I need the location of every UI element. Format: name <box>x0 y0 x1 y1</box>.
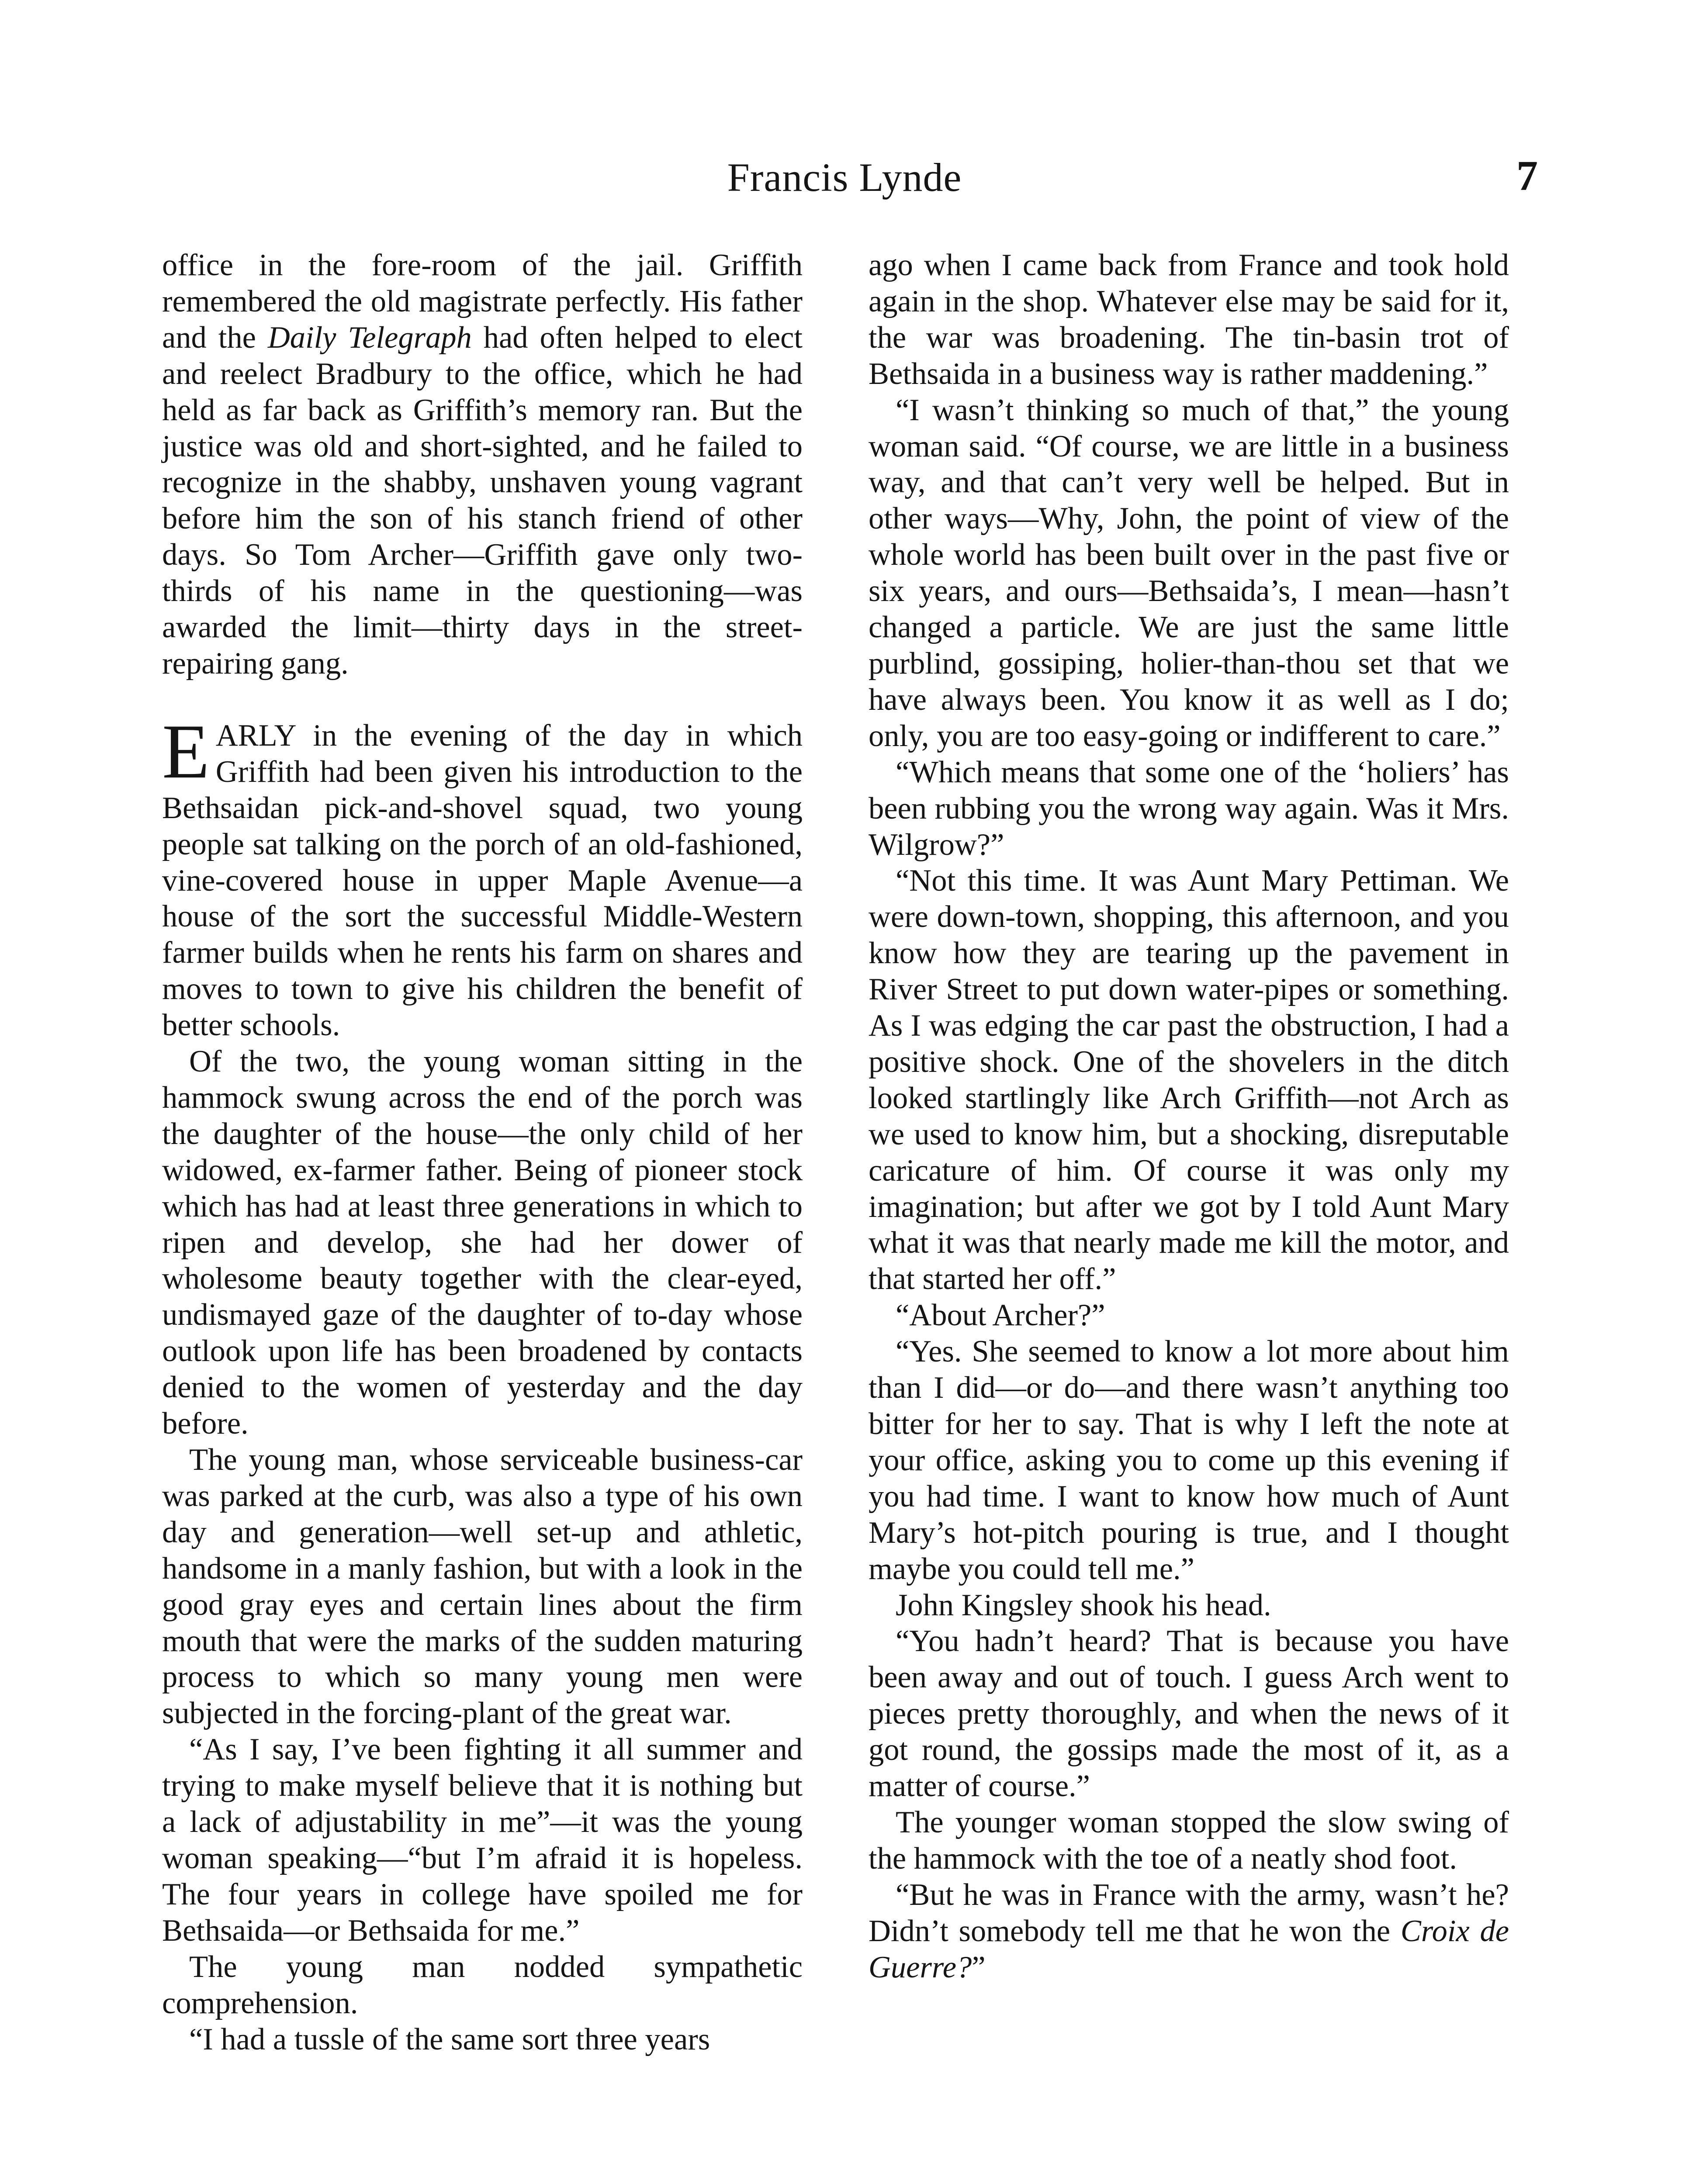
award-title: Croix de Guerre? <box>869 1914 1509 1984</box>
paragraph-text: ARLY in the evening of the day in which Griffith had been given his introduction to the Bethsaidan pick-and-shovel squad, two young people sat talking on the porch of an old-fashioned, vine-covered house in upper Maple Avenue—a house of the sort the successful Middle-Western farmer builds when he rents his farm on shares and moves to town to give his children the benefit of better schools. <box>162 718 803 1043</box>
paragraph: The young man nodded sympathetic comprehension. <box>162 1949 803 2020</box>
paragraph: The young man, whose serviceable business-car was parked at the curb, was also a type of his own day and generation—well set-up and athletic, handsome in a manly fashion, but with a look in the good gray eyes and certain lines about the firm mouth that were the marks of the sudden maturing process to which so many young men were subjected in the forcing-plant of the great war. <box>162 1443 803 1731</box>
paragraph: The younger woman stopped the slow swing of the hammock with the toe of a neatly shod foot. <box>869 1805 1509 1876</box>
paragraph: “I wasn’t thinking so much of that,” the young woman said. “Of course, we are little in a business way, and that can’t very well be helped. But in other ways—Why, John, the point of view of the whole world has been built over in the past five or six years, and ours—Bethsaida’s, I mean—hasn’t changed a particle. We are just the same little purblind, gossiping, holier-than-thou set that we have always been. You know it as well as I do; only, you are too easy-going or indifferent to care.” <box>869 393 1509 753</box>
paragraph <box>162 247 803 682</box>
paragraph-text: had often helped to elect and reelect Bradbury to the office, which he had held as far back as Griffith’s memory ran. But the justice was old and short-sighted, and he failed to recognize in the shabby, unshaven young vagrant before him the son of his stanch friend of other days. So Tom Archer—Griffith gave only two-thirds of his name in the questioning—was awarded the limit—thirty days in the street-repairing gang. <box>162 320 803 681</box>
paragraph: ago when I came back from France and took hold again in the shop. Whatever else may be said for it, the war was broadening. The tin-basin trot of Bethsaida in a business way is rather maddening.” <box>869 248 1509 391</box>
paragraph: “About Archer?” <box>896 1298 1105 1333</box>
paragraph: “I had a tussle of the same sort three years <box>189 2022 710 2056</box>
paragraph: “Not this time. It was Aunt Mary Pettiman. We were down-town, shopping, this afternoon, and you know how they are tearing up the pavement in River Street to put down water-pipes or something. As I was edging the car past the obstruction, I had a positive shock. One of the shovelers in the ditch looked startlingly like Arch Griffith—not Arch as we used to know him, but a shocking, disreputable caricature of him. Of course it was only my imagination; but after we got by I told Aunt Mary what it was that nearly made me kill the motor, and that started her off.” <box>869 864 1509 1296</box>
page-number: 7 <box>1516 152 1538 200</box>
drop-cap: E <box>162 708 210 795</box>
paragraph: “As I say, I’ve been fighting it all summer and trying to make myself believe that it is nothing but a lack of adjustability in me”—it was the young woman speaking—“but I’m afraid it is hopeless. The four years in college have spoiled me for Bethsaida—or Bethsaida for me.” <box>162 1732 803 1948</box>
paragraph: “Which means that some one of the ‘holiers’ has been rubbing you the wrong way again. Was it Mrs. Wilgrow?” <box>869 755 1509 862</box>
paragraph-text: “But he was in France with the army, wasn’t he? Didn’t somebody tell me that he won the <box>869 1877 1509 1948</box>
section-opening-paragraph <box>162 708 803 1044</box>
paragraph: “You hadn’t heard? That is because you have been away and out of touch. I guess Arch went to pieces pretty thoroughly, and when the news of it got round, the gossips made the most of it, as a matter of course.” <box>869 1624 1509 1804</box>
running-head-author: Francis Lynde <box>727 155 962 200</box>
right-text-column <box>869 247 1509 1986</box>
paragraph <box>869 1877 1509 1986</box>
paragraph: “Yes. She seemed to know a lot more about him than I did—or do—and there wasn’t anything too bitter for her to say. That is why I left the note at your office, asking you to come up this evening if you had time. I want to know how much of Aunt Mary’s hot-pitch pouring is true, and I thought maybe you could tell me.” <box>869 1334 1509 1586</box>
paragraph-text: ” <box>972 1950 986 1984</box>
paragraph: John Kingsley shook his head. <box>896 1588 1271 1622</box>
left-text-column <box>162 247 803 2057</box>
paragraph: Of the two, the young woman sitting in the hammock swung across the end of the porch was the daughter of the house—the only child of her widowed, ex-farmer father. Being of pioneer stock which has had at least three generations in which to ripen and develop, she had her dower of wholesome beauty together with the clear-eyed, undismayed gaze of the daughter of to-day whose outlook upon life has been broadened by contacts denied to the women of yesterday and the day before. <box>162 1044 803 1441</box>
newspaper-title: Daily Telegraph <box>267 320 472 355</box>
paragraph-text: office in the fore-room of the jail. Griffith remembered the old magistrate perfectly. His father and the <box>162 248 803 355</box>
